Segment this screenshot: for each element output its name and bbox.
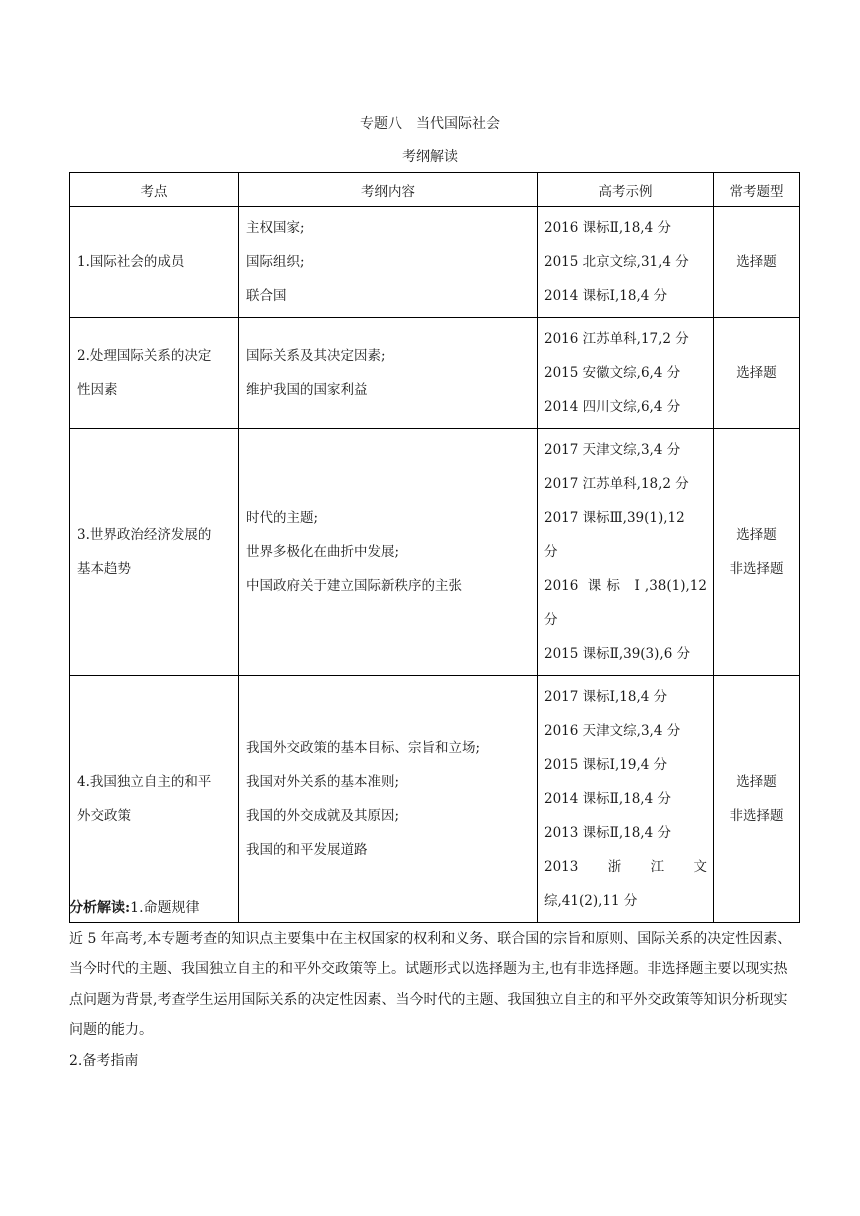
cell-line: 2017 天津文综,3,4 分 — [544, 442, 681, 458]
cell-line: 我国的外交成就及其原因; — [246, 808, 400, 824]
analysis-heading-2: 2.备考指南 — [69, 1052, 139, 1069]
cell-line: 国际组织; — [246, 254, 305, 270]
cell-line: 性因素 — [77, 382, 118, 398]
cell-line: 主权国家; — [246, 220, 305, 236]
exam-examples-cell — [538, 207, 714, 318]
cell-line: 2013 课标Ⅱ,18,4 分 — [544, 825, 671, 841]
cell-line: 2016 天津文综,3,4 分 — [544, 723, 681, 739]
cell-line: 联合国 — [246, 288, 287, 304]
cell-line: 选择题 — [736, 774, 777, 790]
cell-line: 国际关系及其决定因素; — [246, 348, 386, 364]
exam-point-cell — [70, 207, 239, 318]
cell-line: 2015 北京文综,31,4 分 — [544, 254, 689, 270]
cell-line: 基本趋势 — [77, 561, 131, 577]
analysis-paragraph: 近 5 年高考,本专题考查的知识点主要集中在主权国家的权利和义务、联合国的宗旨和原则、国际关系的决定性因素、当今时代的主题、我国独立自主的和平外交政策等上。试题形式以选择题为主,也有非选择题。非选择题主要以现实热点问题为背景,考查学生运用国际关系的决定性因素、当今时代的主题、我国独立自主的和平外交政策等知识分析现实问题的能力。 — [69, 930, 792, 1038]
header-cell: 考纲内容 — [239, 173, 538, 207]
cell-line: 4.我国独立自主的和平 — [77, 774, 212, 790]
cell-line: 3.世界政治经济发展的 — [77, 527, 212, 543]
cell-line: 2017 课标Ⅰ,18,4 分 — [544, 689, 668, 705]
syllabus-content-cell — [239, 318, 538, 429]
cell-line: 选择题 — [736, 527, 777, 543]
cell-line: 分 — [544, 612, 558, 628]
cell-line: 2016 课标Ⅱ,18,4 分 — [544, 220, 671, 236]
analysis-label: 分析解读: — [69, 900, 131, 916]
exam-point-cell — [70, 429, 239, 676]
document-title: 专题八 当代国际社会 — [360, 116, 500, 132]
cell-line: 2016 江苏单科,17,2 分 — [544, 331, 689, 347]
cell-line: 2014 四川文综,6,4 分 — [544, 399, 681, 415]
exam-point-cell — [70, 676, 239, 923]
question-type-cell — [714, 676, 800, 923]
cell-line: 非选择题 — [729, 561, 784, 577]
syllabus-content-cell — [239, 429, 538, 676]
analysis-section — [69, 893, 801, 1076]
cell-line: 维护我国的国家利益 — [246, 382, 368, 398]
analysis-heading-1: 1.命题规律 — [130, 900, 200, 916]
exam-examples-cell — [538, 676, 714, 923]
header-cell: 考点 — [70, 173, 239, 207]
section-subtitle: 考纲解读 — [402, 149, 458, 165]
cell-line: 综,41(2),11 分 — [544, 893, 638, 909]
question-type-cell — [714, 207, 800, 318]
exam-point-cell — [70, 318, 239, 429]
cell-line: 2015 课标Ⅰ,19,4 分 — [544, 757, 668, 773]
cell-line: 2013 浙 江 文 — [544, 859, 707, 875]
cell-line: 外交政策 — [77, 808, 131, 824]
cell-line: 2014 课标Ⅱ,18,4 分 — [544, 791, 671, 807]
cell-line: 选择题 — [736, 365, 777, 381]
cell-line: 我国的和平发展道路 — [246, 842, 368, 858]
cell-line: 世界多极化在曲折中发展; — [246, 544, 400, 560]
cell-line: 非选择题 — [729, 808, 784, 824]
cell-line: 2015 课标Ⅱ,39(3),6 分 — [544, 646, 691, 662]
cell-line: 分 — [544, 544, 558, 560]
exam-examples-cell — [538, 318, 714, 429]
cell-line: 2017 江苏单科,18,2 分 — [544, 476, 689, 492]
cell-line: 我国对外关系的基本准则; — [246, 774, 400, 790]
cell-line: 我国外交政策的基本目标、宗旨和立场; — [246, 740, 481, 756]
syllabus-content-cell — [239, 676, 538, 923]
cell-line: 2015 安徽文综,6,4 分 — [544, 365, 681, 381]
header-cell: 高考示例 — [538, 173, 714, 207]
table-row — [70, 207, 800, 318]
syllabus-table — [69, 172, 800, 923]
cell-line: 2014 课标Ⅰ,18,4 分 — [544, 288, 668, 304]
cell-line: 时代的主题; — [246, 510, 319, 526]
header-cell: 常考题型 — [714, 173, 800, 207]
cell-line: 2017 课标Ⅲ,39(1),12 — [544, 510, 685, 526]
question-type-cell — [714, 429, 800, 676]
exam-examples-cell — [538, 429, 714, 676]
table-row — [70, 318, 800, 429]
syllabus-content-cell — [239, 207, 538, 318]
table-row — [70, 676, 800, 923]
cell-line: 选择题 — [736, 254, 777, 270]
table-header-row — [70, 173, 800, 207]
cell-line: 2016 课标 Ⅰ,38(1),12 — [544, 578, 707, 594]
cell-line: 2.处理国际关系的决定 — [77, 348, 212, 364]
cell-line: 中国政府关于建立国际新秩序的主张 — [246, 578, 462, 594]
question-type-cell — [714, 318, 800, 429]
table-row — [70, 429, 800, 676]
cell-line: 1.国际社会的成员 — [77, 254, 185, 270]
